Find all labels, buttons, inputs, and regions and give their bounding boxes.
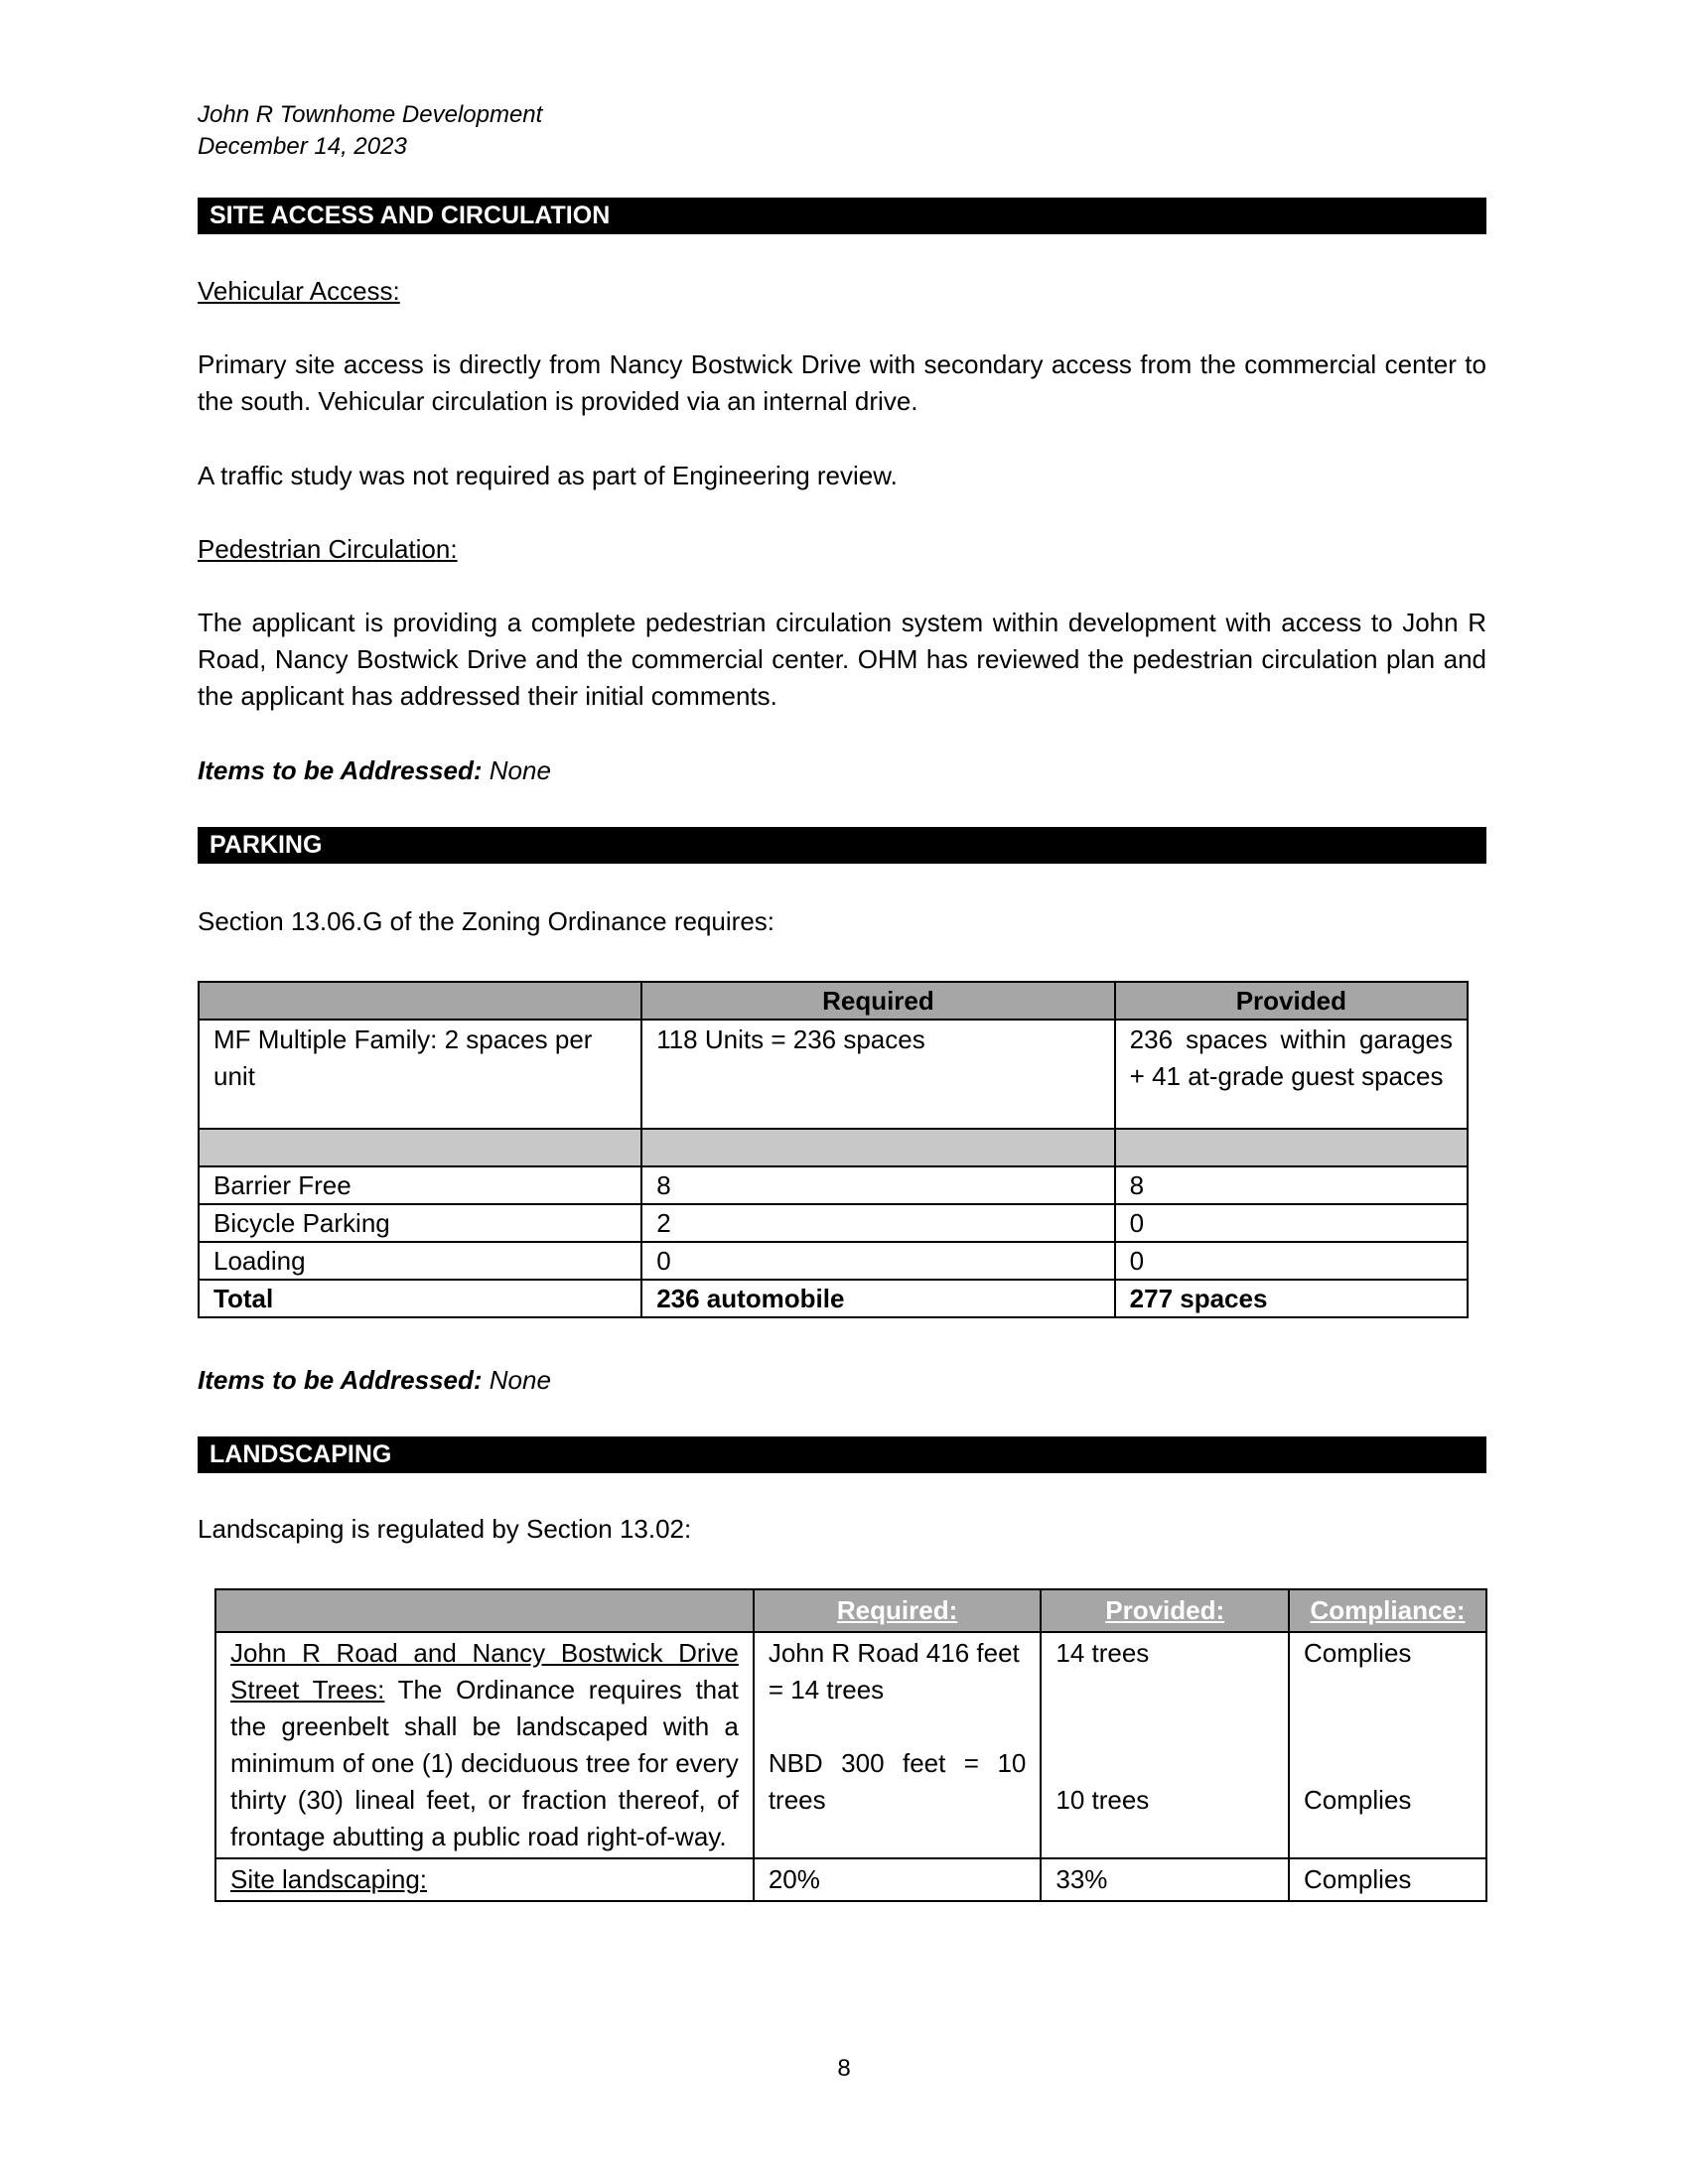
street-trees-provided [1041, 1632, 1289, 1858]
parking-row-required: 8 [641, 1166, 1114, 1204]
items-label: Items to be Addressed: [198, 1365, 483, 1395]
page-number: 8 [837, 2055, 851, 2082]
required-john-r: John R Road 416 feet = 14 trees [768, 1638, 1020, 1705]
parking-intro: Section 13.06.G of the Zoning Ordinance requires: [198, 906, 775, 936]
landscape-header-provided: Provided: [1041, 1589, 1289, 1632]
parking-table-header-row [199, 982, 1468, 1020]
parking-header-blank [199, 982, 641, 1020]
street-trees-text: The Ordinance requires that the greenbelt shall be landscaped with a minimum of one (1) deciduous tree for every thirty (30) lineal feet, or fraction thereof, of frontage abutting a public road right-of-way. [230, 1675, 739, 1851]
items-label: Items to be Addressed: [198, 755, 483, 785]
compliance-nbd: Complies [1304, 1785, 1412, 1815]
traffic-study-paragraph: A traffic study was not required as part of Engineering review. [198, 461, 898, 490]
document-project-title: John R Townhome Development [198, 101, 543, 128]
landscaping-table-header-row [215, 1589, 1486, 1632]
landscaping-intro: Landscaping is regulated by Section 13.02: [198, 1514, 692, 1544]
parking-total-required: 236 automobile [641, 1280, 1114, 1317]
pedestrian-circulation-title: Pedestrian Circulation: [198, 534, 458, 564]
parking-header-provided: Provided [1115, 982, 1468, 1020]
provided-john-r: 14 trees [1055, 1638, 1150, 1668]
site-access-items-to-address [198, 752, 1486, 789]
section-heading-landscaping: LANDSCAPING [198, 1436, 1486, 1473]
landscaping-table [214, 1588, 1487, 1902]
section-heading-site-access: SITE ACCESS AND CIRCULATION [198, 198, 1486, 234]
compliance-john-r: Complies [1304, 1638, 1412, 1668]
table-row-total [199, 1280, 1468, 1317]
landscape-header-blank [215, 1589, 754, 1632]
site-landscaping-required: 20% [754, 1858, 1042, 1901]
table-row [199, 1020, 1468, 1129]
parking-total-provided: 277 spaces [1115, 1280, 1468, 1317]
parking-row-provided: 8 [1115, 1166, 1468, 1204]
parking-row-provided: 0 [1115, 1204, 1468, 1242]
parking-row-label: Loading [199, 1242, 641, 1280]
table-row [199, 1204, 1468, 1242]
parking-row-provided: 0 [1115, 1242, 1468, 1280]
street-trees-title: John R Road and Nancy Bostwick Drive Street Trees: [230, 1638, 739, 1705]
landscape-header-required: Required: [754, 1589, 1042, 1632]
site-landscaping-label: Site landscaping: [215, 1858, 754, 1901]
parking-items-to-address [198, 1362, 1486, 1399]
parking-row-label: Barrier Free [199, 1166, 641, 1204]
table-row [215, 1858, 1486, 1901]
site-landscaping-compliance: Complies [1289, 1858, 1486, 1901]
pedestrian-circulation-paragraph: The applicant is providing a complete pedestrian circulation system within development with access to John R Road, Nancy Bostwick Drive and the commercial center. OHM has reviewed the pedestrian circulation plan and the applicant has addressed their initial comments. [198, 608, 1486, 711]
table-row [199, 1166, 1468, 1204]
items-value: None [489, 755, 551, 785]
street-trees-cell [215, 1632, 754, 1858]
parking-row-label: Bicycle Parking [199, 1204, 641, 1242]
parking-mf-required: 118 Units = 236 spaces [641, 1020, 1114, 1129]
table-row-spacer [199, 1129, 1468, 1166]
street-trees-compliance [1289, 1632, 1486, 1858]
parking-table [198, 981, 1469, 1318]
vehicular-access-title: Vehicular Access: [198, 276, 400, 306]
parking-mf-label: MF Multiple Family: 2 spaces per unit [199, 1020, 641, 1129]
items-value: None [489, 1365, 551, 1395]
document-date: December 14, 2023 [198, 133, 407, 160]
street-trees-required [754, 1632, 1042, 1858]
parking-row-required: 0 [641, 1242, 1114, 1280]
table-row [215, 1632, 1486, 1858]
landscape-header-compliance: Compliance: [1289, 1589, 1486, 1632]
table-row [199, 1242, 1468, 1280]
vehicular-access-paragraph: Primary site access is directly from Nancy Bostwick Drive with secondary access from the commercial center to the south. Vehicular circulation is provided via an internal drive. [198, 349, 1486, 416]
parking-row-required: 2 [641, 1204, 1114, 1242]
site-landscaping-provided: 33% [1041, 1858, 1289, 1901]
required-nbd: NBD 300 feet = 10 trees [768, 1748, 1027, 1815]
parking-header-required: Required [641, 982, 1114, 1020]
provided-nbd: 10 trees [1055, 1785, 1150, 1815]
parking-mf-provided: 236 spaces within garages + 41 at-grade guest spaces [1115, 1020, 1468, 1129]
section-heading-parking: PARKING [198, 827, 1486, 864]
parking-total-label: Total [199, 1280, 641, 1317]
